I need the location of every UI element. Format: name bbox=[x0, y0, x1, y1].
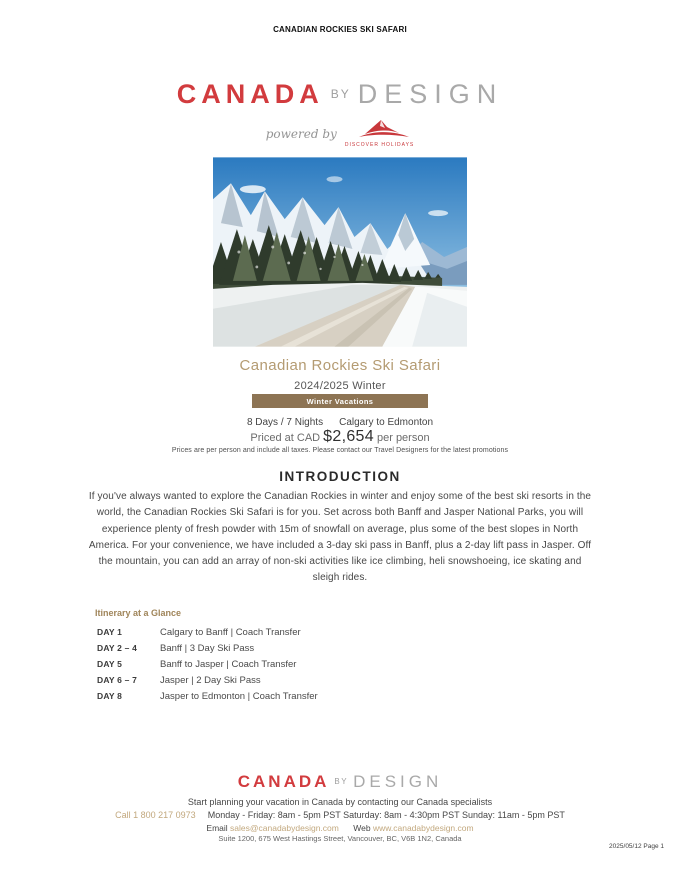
footer-brand-logo bbox=[0, 772, 680, 792]
brand-design: DESIGN bbox=[353, 772, 443, 791]
brand-by: BY bbox=[334, 777, 349, 786]
itinerary-day-description: Jasper to Edmonton | Coach Transfer bbox=[160, 690, 318, 702]
web-label: Web bbox=[353, 823, 371, 833]
page-number: 2025/05/12 Page 1 bbox=[609, 843, 664, 850]
introduction-body: If you've always wanted to explore the Canadian Rockies in winter and enjoy some of the best ski resorts in the world, the Canadian Rockies Ski Safari is for you. Set across both Banff and Jasper National Parks, you will experience plenty of fresh powder with 15m of snowfall on average, plus some of the best slopes in North America. For your convenience, we have included a 3-day ski pass in Banff, plus a 2-day lift pass in Jasper. Off the mountain, you can add an array of non-ski activities like ice climbing, heli snowshoeing, ice skating and sleigh rides. bbox=[88, 491, 592, 584]
hero-photo bbox=[213, 157, 467, 347]
brand-canada: CANADA bbox=[176, 79, 324, 109]
itinerary-day-description: Calgary to Banff | Coach Transfer bbox=[160, 626, 301, 638]
footer-contact-line bbox=[0, 810, 680, 820]
brand-logo bbox=[0, 79, 680, 110]
running-header: CANADIAN ROCKIES SKI SAFARI bbox=[273, 25, 407, 34]
itinerary-row bbox=[97, 688, 318, 704]
powered-by-block bbox=[0, 118, 680, 148]
web-link[interactable]: www.canadabydesign.com bbox=[372, 823, 474, 833]
winter-road-illustration bbox=[213, 157, 467, 347]
email-link[interactable]: sales@canadabydesign.com bbox=[230, 823, 339, 833]
trip-title: Canadian Rockies Ski Safari bbox=[239, 357, 441, 374]
itinerary-list bbox=[97, 624, 318, 704]
itinerary-row bbox=[97, 640, 318, 656]
discover-holidays-label: DISCOVER HOLIDAYS bbox=[344, 142, 415, 148]
trip-duration: 8 Days / 7 Nights bbox=[246, 417, 324, 428]
itinerary-row bbox=[97, 624, 318, 640]
itinerary-row bbox=[97, 656, 318, 672]
discover-holidays-swoosh-icon bbox=[347, 118, 413, 144]
trip-route: Calgary to Edmonton bbox=[339, 417, 434, 428]
itinerary-day-label: DAY 8 bbox=[97, 691, 123, 701]
footer-links-line bbox=[0, 823, 680, 833]
itinerary-day-description: Jasper | 2 Day Ski Pass bbox=[160, 674, 261, 686]
itinerary-day-description: Banff to Jasper | Coach Transfer bbox=[160, 658, 297, 670]
itinerary-day-label: DAY 5 bbox=[97, 659, 123, 669]
trip-season: 2024/2025 Winter bbox=[294, 380, 386, 392]
brand-by: BY bbox=[330, 87, 351, 101]
office-hours: Monday - Friday: 8am - 5pm PST Saturday: 8am - 4:30pm PST Sunday: 11am - 5pm PST bbox=[207, 810, 565, 820]
brand-canada: CANADA bbox=[237, 772, 330, 791]
category-badge: Winter Vacations bbox=[252, 394, 428, 408]
itinerary-day-description: Banff | 3 Day Ski Pass bbox=[160, 642, 255, 654]
trip-facts bbox=[0, 417, 680, 428]
introduction-heading: INTRODUCTION bbox=[279, 469, 401, 484]
powered-by-label: powered by bbox=[265, 127, 337, 141]
price-amount: $2,654 bbox=[323, 428, 374, 445]
discover-holidays-logo bbox=[345, 118, 414, 148]
footer-address: Suite 1200, 675 West Hastings Street, Vancouver, BC, V6B 1N2, Canada bbox=[218, 834, 462, 843]
brand-design: DESIGN bbox=[357, 79, 504, 109]
footer-tagline: Start planning your vacation in Canada by contacting our Canada specialists bbox=[187, 797, 493, 807]
email-label: Email bbox=[206, 823, 228, 833]
phone-link[interactable]: Call 1 800 217 0973 bbox=[115, 810, 196, 820]
itinerary-day-label: DAY 1 bbox=[97, 627, 123, 637]
itinerary-day-label: DAY 2 – 4 bbox=[97, 643, 138, 653]
price-prefix: Priced at CAD bbox=[250, 432, 321, 444]
price-suffix: per person bbox=[376, 432, 430, 444]
itinerary-row bbox=[97, 672, 318, 688]
price-line bbox=[0, 428, 680, 446]
itinerary-day-label: DAY 6 – 7 bbox=[97, 675, 138, 685]
itinerary-heading: Itinerary at a Glance bbox=[95, 608, 182, 618]
price-disclaimer: Prices are per person and include all taxes. Please contact our Travel Designers for the latest promotions bbox=[171, 447, 509, 454]
